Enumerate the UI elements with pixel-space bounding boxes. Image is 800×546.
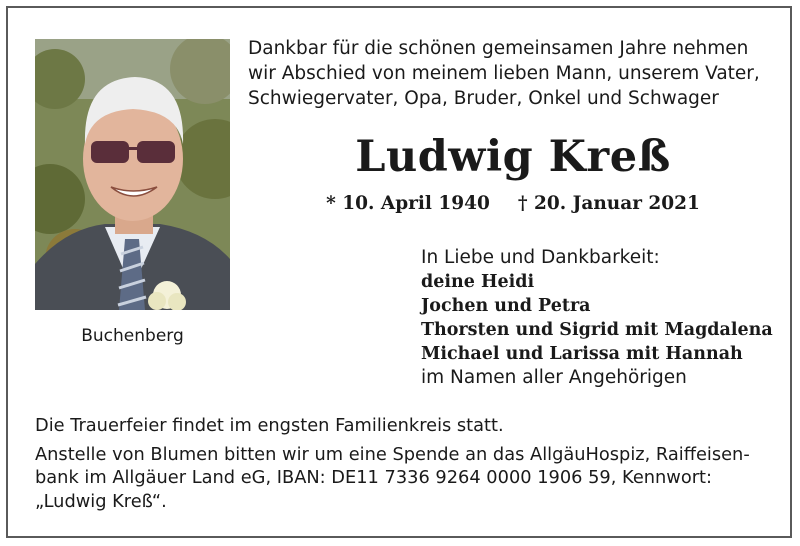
donation-line: bank im Allgäuer Land eG, IBAN: DE11 7336 9264 0000 1906 59, Kennwort: [35, 467, 712, 488]
intro-line: Schwiegervater, Opa, Bruder, Onkel und Schwager [248, 88, 719, 109]
portrait-photo [35, 39, 230, 310]
intro-line: Dankbar für die schönen gemeinsamen Jahre nehmen [248, 38, 749, 59]
life-dates [248, 193, 778, 214]
hometown-label: Buchenberg [81, 326, 184, 346]
mourner-name: deine Heidi [421, 272, 535, 292]
intro-line: wir Abschied von meinem lieben Mann, unserem Vater, [248, 63, 760, 84]
donation-line: Anstelle von Blumen bitten wir um eine Spende an das AllgäuHospiz, Raiffeisen- [35, 443, 750, 465]
footer-notes [35, 414, 775, 513]
mourners-heading: In Liebe und Dankbarkeit: [421, 247, 660, 268]
birth-date: * 10. April 1940 [326, 193, 490, 214]
donation-line: „Ludwig Kreß“. [35, 490, 167, 512]
mourner-name: Michael und Larissa mit Hannah [421, 344, 743, 364]
ceremony-note: Die Trauerfeier findet im engsten Familienkreis statt. [35, 415, 504, 436]
intro-text [248, 36, 778, 111]
mourner-name: Thorsten und Sigrid mit Magdalena [421, 320, 773, 340]
mourners-list [421, 246, 773, 390]
death-date: † 20. Januar 2021 [517, 193, 700, 214]
deceased-name: Ludwig Kreß [355, 132, 671, 182]
mourners-closing: im Namen aller Angehörigen [421, 367, 687, 388]
mourner-name: Jochen und Petra [421, 296, 591, 316]
